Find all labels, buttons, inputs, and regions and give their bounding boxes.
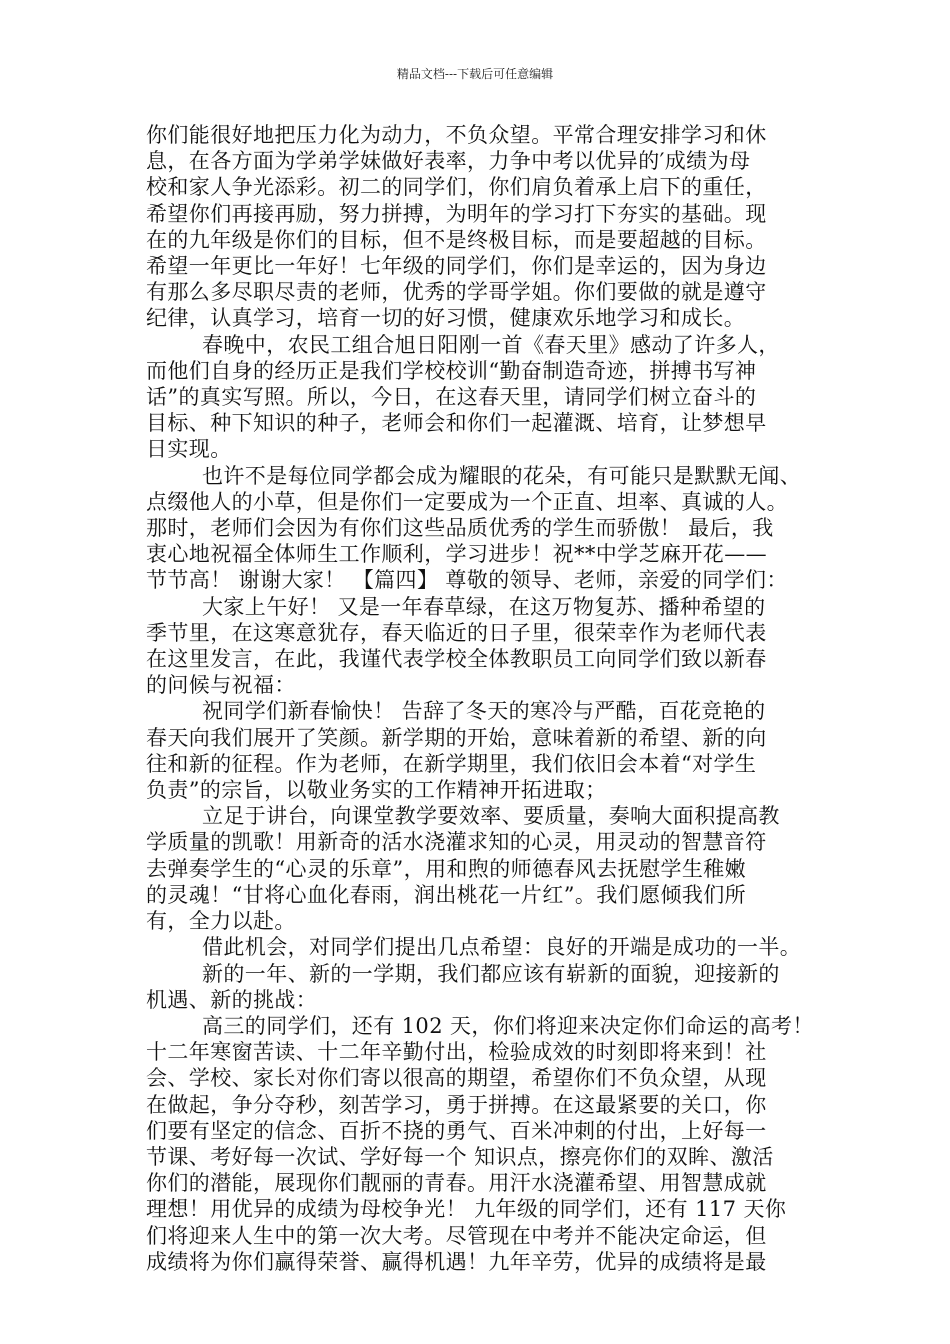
document-body (146, 122, 822, 1275)
text-line: 们要有坚定的信念、百折不挠的勇气、百米冲刺的付出，上好每一 (146, 1118, 767, 1143)
text-line: 借此机会，对同学们提出几点希望：良好的开端是成功的一半。 (202, 935, 802, 960)
text-line: 点缀他人的小草，但是你们一定要成为一个正直、坦率、真诚的人。 (146, 489, 788, 514)
text-line: 节课、考好每一次试、学好每一个 知识点，擦亮你们的双眸、激活 (146, 1144, 774, 1169)
page-header: 精品文档---下载后可任意编辑 (396, 67, 554, 81)
text-line: 去弹奏学生的“心灵的乐章”，用和煦的师德春风去抚慰学生稚嫩 (146, 856, 747, 881)
text-line: 话”的真实写照。所以，今日，在这春天里，请同学们树立奋斗的 (146, 385, 757, 410)
text-line: 往和新的征程。作为老师，在新学期里，我们依旧会本着“对学生 (146, 751, 757, 776)
text-line: 的灵魂！“甘将心血化春雨，润出桃花一片红”。我们愿倾我们所 (146, 882, 747, 907)
paragraph (146, 1013, 822, 1275)
paragraph (146, 698, 822, 803)
text-line: 理想！用优异的成绩为母校争光！ 九年级的同学们，还有 117 天你 (146, 1197, 787, 1222)
text-line: 目标、种下知识的种子，老师会和你们一起灌溉、培育，让梦想早 (146, 411, 767, 436)
text-line: 们将迎来人生中的第一次大考。尽管现在中考并不能决定命运，但 (146, 1223, 767, 1248)
paragraph (146, 463, 822, 594)
text-line: 春晚中，农民工组合旭日阳刚一首《春天里》感动了许多人， (202, 332, 780, 357)
text-line: 你们的潜能，展现你们靓丽的青春。用汗水浇灌希望、用智慧成就 (146, 1171, 767, 1196)
text-line: 祝同学们新春愉快！ 告辞了冬天的寒冷与严酷，百花竞艳的 (202, 699, 766, 724)
text-line: 在这里发言，在此，我谨代表学校全体教职员工向同学们致以新春 (146, 647, 767, 672)
text-line: 那时，老师们会因为有你们这些品质优秀的学生而骄傲！ 最后，我 (146, 516, 774, 541)
text-line: 有那么多尽职尽责的老师，优秀的学哥学姐。你们要做的就是遵守 (146, 280, 767, 305)
paragraph (146, 122, 822, 332)
paragraph (146, 594, 822, 699)
text-line: 立足于讲台，向课堂教学要效率、要质量，奏响大面积提高教 (202, 804, 780, 829)
text-line: 而他们自身的经历正是我们学校校训“勤奋制造奇迹，拼搏书写神 (146, 358, 757, 383)
text-line: 大家上午好！ 又是一年春草绿，在这万物复苏、播种希望的 (202, 594, 766, 619)
paragraph (146, 803, 822, 934)
text-line: 新的一年、新的一学期，我们都应该有崭新的面貌，迎接新的 (202, 961, 780, 986)
text-line: 有，全力以赴。 (146, 909, 296, 934)
text-line: 在的九年级是你们的目标，但不是终极目标，而是要超越的目标。 (146, 227, 767, 252)
text-line: 成绩将为你们赢得荣誉、赢得机遇！九年辛劳，优异的成绩将是最 (146, 1249, 767, 1274)
text-line: 在做起，争分夺秒，刻苦学习，勇于拼搏。在这最紧要的关口，你 (146, 1092, 767, 1117)
text-line: 纪律，认真学习，培育一切的好习惯，健康欢乐地学习和成长。 (146, 306, 746, 331)
paragraph (146, 332, 822, 463)
text-line: 高三的同学们，还有 102 天，你们将迎来决定你们命运的高考！ (202, 1013, 814, 1038)
paragraph (146, 934, 822, 960)
text-line: 会、学校、家长对你们寄以很高的期望，希望你们不负众望，从现 (146, 1066, 767, 1091)
paragraph (146, 961, 822, 1013)
text-line: 衷心地祝福全体师生工作顺利，学习进步！祝**中学芝麻开花—— (146, 542, 767, 567)
text-line: 也许不是每位同学都会成为耀眼的花朵，有可能只是默默无闻、 (202, 463, 802, 488)
text-line: 季节里，在这寒意犹存，春天临近的日子里，很荣幸作为老师代表 (146, 620, 767, 645)
text-line: 节节高！ 谢谢大家！ 【篇四】 尊敬的领导、老师，亲爱的同学们： (146, 568, 788, 593)
text-line: 息，在各方面为学弟学妹做好表率，力争中考以优异的′成绩为母 (146, 149, 751, 174)
text-line: 希望你们再接再励，努力拼搏，为明年的学习打下夯实的基础。现 (146, 201, 767, 226)
text-line: 学质量的凯歌！用新奇的活水浇灌求知的心灵，用灵动的智慧音符 (146, 830, 767, 855)
text-line: 希望一年更比一年好！七年级的同学们，你们是幸运的，因为身边 (146, 254, 767, 279)
text-line: 机遇、新的挑战： (146, 987, 318, 1012)
text-line: 春天向我们展开了笑颜。新学期的开始，意味着新的希望、新的向 (146, 725, 767, 750)
text-line: 负责”的宗旨，以敬业务实的工作精神开拓进取； (146, 778, 607, 803)
text-line: 校和家人争光添彩。初二的同学们，你们肩负着承上启下的重任， (146, 175, 767, 200)
text-line: 你们能很好地把压力化为动力，不负众望。平常合理安排学习和休 (146, 123, 767, 147)
text-line: 的问候与祝福： (146, 673, 296, 698)
text-line: 十二年寒窗苦读、十二年辛勤付出，检验成效的时刻即将来到！社 (146, 1040, 767, 1065)
text-line: 日实现。 (146, 437, 232, 462)
